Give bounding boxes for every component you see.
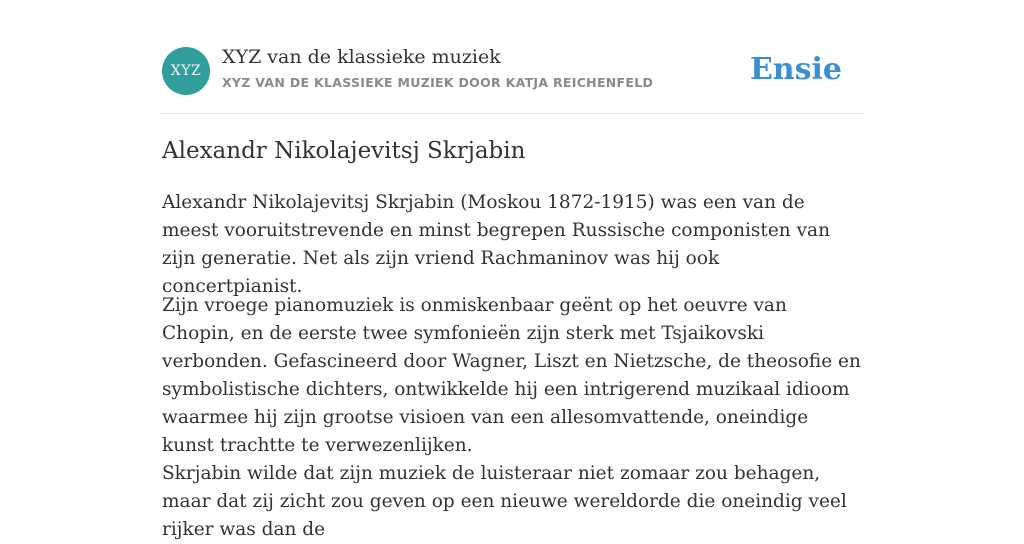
brand-logo-link[interactable]: Ensie [749,52,842,87]
publication-avatar[interactable]: XYZ [162,47,210,95]
publication-subtitle: XYZ VAN DE KLASSIEKE MUZIEK DOOR KATJA REICHENFELD [222,75,654,90]
publication-title[interactable]: XYZ van de klassieke muziek [222,46,501,68]
article-paragraph-2: Zijn vroege pianomuziek is onmiskenbaar geënt op het oeuvre van Chopin, en de eerste twee symfonieën zijn sterk met Tsjaikovski verbonden. Gefascineerd door Wagner, Liszt en Nietzsche, de theosofie en symbolistische dichters, ontwikkelde hij een intrigerend muzikaal idioom waarmee hij zijn grootse visioen van een allesomvattende, oneindige kunst trachtte te verwezenlijken. [162,295,861,456]
article-paragraph-1: Alexandr Nikolajevitsj Skrjabin (Moskou 1872-1915) was een van de meest vooruitstrevende en minst begrepen Russische componisten van zijn generatie. Net als zijn vriend Rachmaninov was hij ook concertpianist. [162,192,830,297]
content-container [162,0,862,540]
publication-header [162,0,862,114]
article-title: Alexandr Nikolajevitsj Skrjabin [162,138,526,164]
article-paragraph-3: Skrjabin wilde dat zijn muziek de luisteraar niet zomaar zou behagen, maar dat zij zicht zou geven op een nieuwe wereldorde die oneindig veel rijker was dan de [162,463,847,540]
